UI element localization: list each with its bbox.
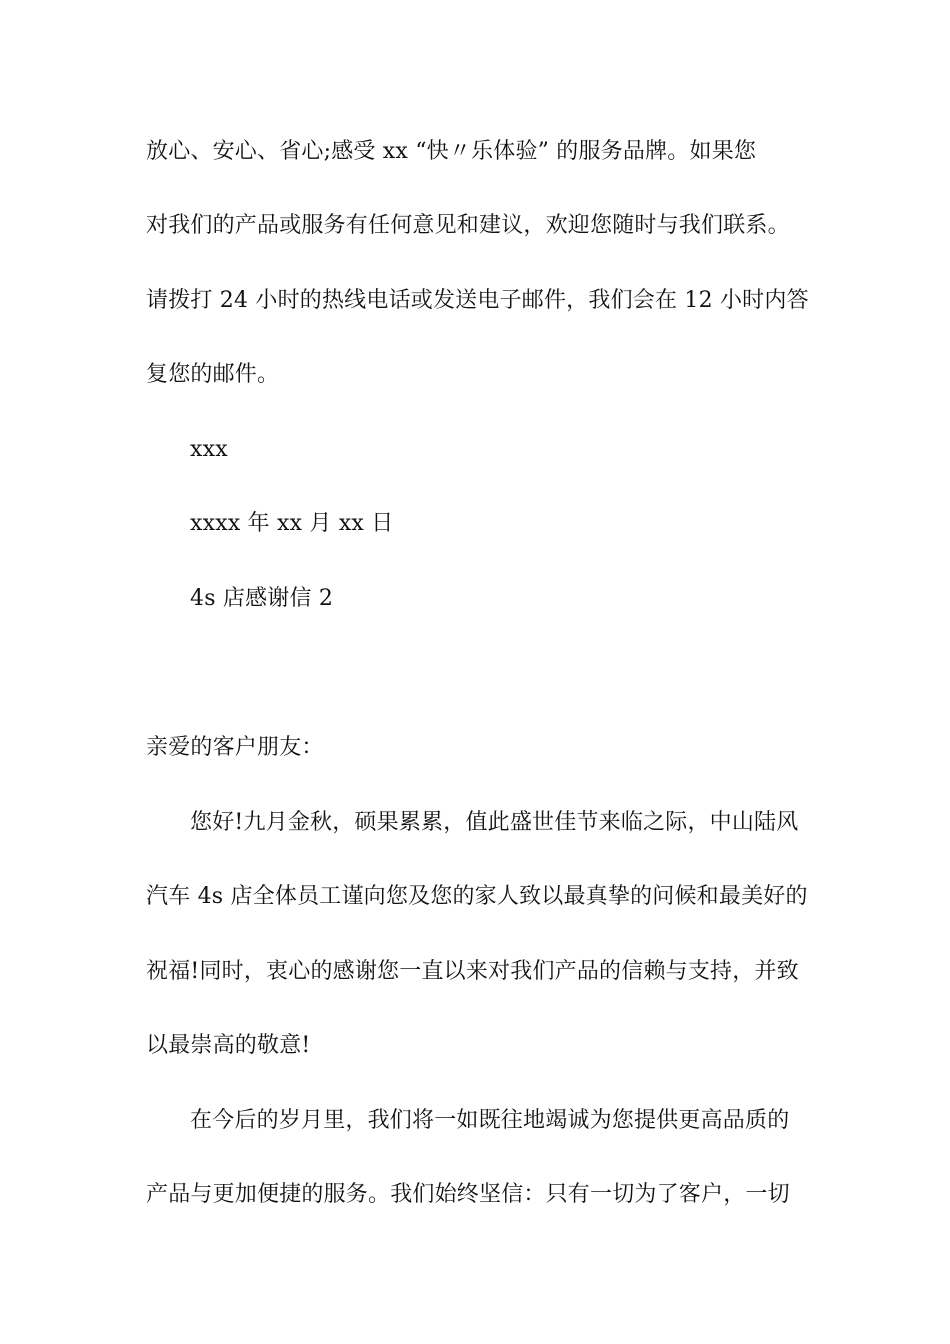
paragraph-1-line-1: 放心、安心、省心;感受 xx “快〃乐体验” 的服务品牌。如果您 [146,139,757,164]
paragraph-1-line-3: 请拨打 24 小时的热线电话或发送电子邮件，我们会在 12 小时内答 [146,288,809,313]
paragraph-2-line-1: 您好!九月金秋，硕果累累，值此盛世佳节来临之际，中山陆风 [190,810,799,835]
paragraph-3-line-2: 产品与更加便捷的服务。我们始终坚信：只有一切为了客户，一切 [146,1182,790,1207]
paragraph-1-line-4: 复您的邮件。 [146,362,280,387]
signature: xxx [190,437,228,462]
date: xxxx 年 xx 月 xx 日 [190,511,394,536]
paragraph-2-line-2: 汽车 4s 店全体员工谨向您及您的家人致以最真挚的问候和最美好的 [146,884,808,909]
paragraph-2-line-3: 祝福!同时，衷心的感谢您一直以来对我们产品的信赖与支持，并致 [146,959,799,984]
paragraph-2-line-4: 以最崇高的敬意! [146,1033,311,1058]
section-title: 4s 店感谢信 2 [190,586,334,611]
paragraph-3-line-1: 在今后的岁月里，我们将一如既往地竭诚为您提供更高品质的 [190,1108,790,1133]
paragraph-1-line-2: 对我们的产品或服务有任何意见和建议，欢迎您随时与我们联系。 [146,213,790,238]
greeting: 亲爱的客户朋友： [146,735,324,760]
